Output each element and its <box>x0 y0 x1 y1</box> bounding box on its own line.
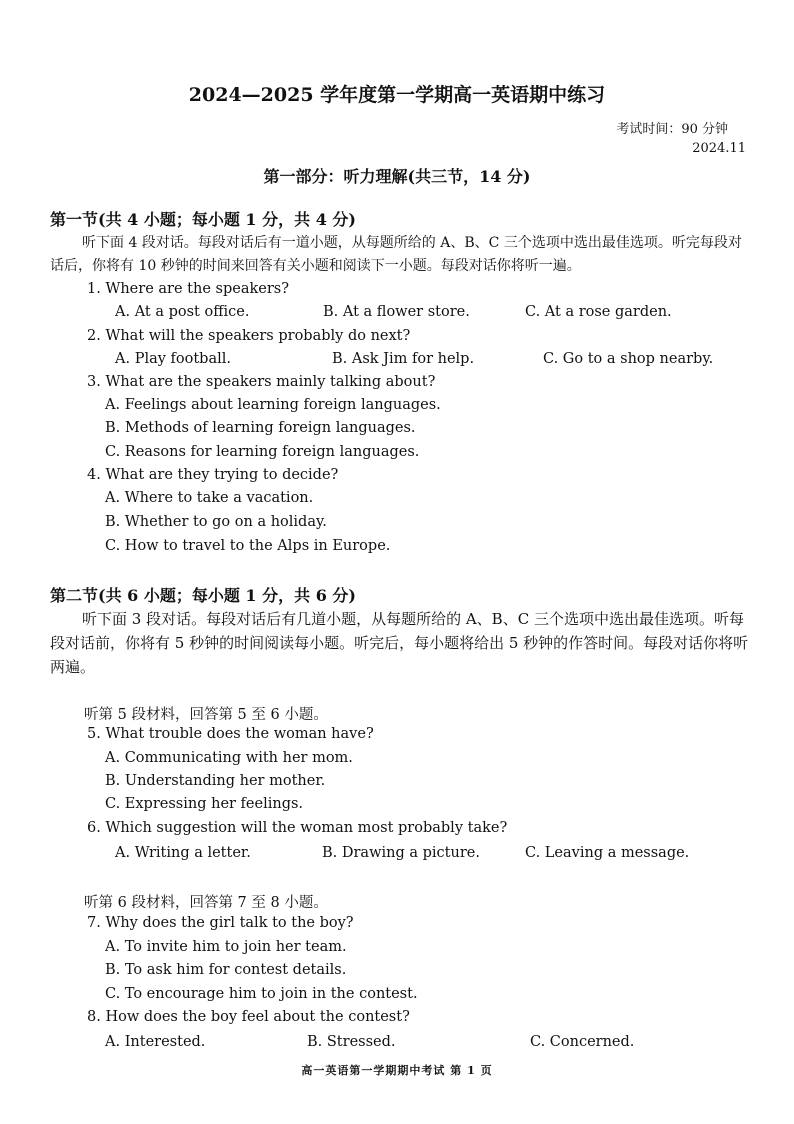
part-title: 第一部分：听力理解(共三节，14 分) <box>263 167 531 186</box>
option-a: A. Communicating with her mom. <box>105 750 353 766</box>
option-c: C. Reasons for learning foreign languages. <box>105 444 420 460</box>
page-footer: 高一英语第一学期期中考试 第 1 页 <box>301 1064 493 1077</box>
section2-instructions: 听下面 3 段对话。每段对话后有几道小题，从每题所给的 A、B、C 三个选项中选出最佳选项。听每段对话前，你将有 5 秒钟的时间阅读每小题。听完后，每小题将给出 5 秒钟的作答时间。每段对话你将听两遍。 <box>50 610 749 676</box>
option-a: A. Feelings about learning foreign languages. <box>105 397 441 413</box>
question-8-options <box>105 1034 634 1050</box>
section2-title: 第二节(共 6 小题；每小题 1 分，共 6 分) <box>50 586 356 605</box>
question-7: 7. Why does the girl talk to the boy? <box>87 915 354 931</box>
question-6: 6. Which suggestion will the woman most probably take? <box>87 820 508 836</box>
option-c: C. Concerned. <box>530 1034 635 1050</box>
option-c: C. Leaving a message. <box>525 845 690 861</box>
exam-time: 考试时间：90 分钟 <box>616 122 728 137</box>
page-title: 2024—2025 学年度第一学期高一英语期中练习 <box>188 84 606 106</box>
option-a: A. At a post office. <box>115 304 250 320</box>
dialogue-6-lead: 听第 6 段材料，回答第 7 至 8 小题。 <box>84 895 328 911</box>
option-a: A. To invite him to join her team. <box>105 939 347 955</box>
option-c: C. To encourage him to join in the contest. <box>105 986 418 1002</box>
option-a: A. Writing a letter. <box>115 845 251 861</box>
question-8: 8. How does the boy feel about the contest? <box>87 1009 410 1025</box>
option-b: B. Drawing a picture. <box>322 845 480 861</box>
option-b: B. Methods of learning foreign languages. <box>105 420 416 436</box>
option-c: C. Go to a shop nearby. <box>543 351 714 367</box>
option-a: A. Play football. <box>115 351 231 367</box>
section1-instructions: 听下面 4 段对话。每段对话后有一道小题，从每题所给的 A、B、C 三个选项中选出最佳选项。听完每段对话后，你将有 10 秒钟的时间来回答有关小题和阅读下一小题。每段对话你将听一遍。 <box>50 235 742 274</box>
question-6-options <box>115 845 689 861</box>
option-c: C. Expressing her feelings. <box>105 796 304 812</box>
option-b: B. Ask Jim for help. <box>332 351 475 367</box>
dialogue-5-lead: 听第 5 段材料，回答第 5 至 6 小题。 <box>84 707 328 723</box>
option-c: C. How to travel to the Alps in Europe. <box>105 538 391 554</box>
question-4: 4. What are they trying to decide? <box>87 467 339 483</box>
exam-date: 2024.11 <box>692 141 746 156</box>
option-b: B. Whether to go on a holiday. <box>105 514 327 530</box>
option-a: A. Interested. <box>105 1034 206 1050</box>
option-b: B. Stressed. <box>307 1034 396 1050</box>
question-5: 5. What trouble does the woman have? <box>87 726 374 742</box>
option-a: A. Where to take a vacation. <box>105 490 314 506</box>
question-2: 2. What will the speakers probably do next? <box>87 328 411 344</box>
question-3: 3. What are the speakers mainly talking about? <box>87 374 436 390</box>
option-b: B. Understanding her mother. <box>105 773 326 789</box>
question-1-options <box>115 304 672 320</box>
question-1: 1. Where are the speakers? <box>87 281 289 297</box>
question-2-options <box>115 351 713 367</box>
option-b: B. To ask him for contest details. <box>105 962 347 978</box>
section1-title: 第一节(共 4 小题；每小题 1 分，共 4 分) <box>50 210 356 229</box>
option-c: C. At a rose garden. <box>525 304 672 320</box>
option-b: B. At a flower store. <box>323 304 470 320</box>
